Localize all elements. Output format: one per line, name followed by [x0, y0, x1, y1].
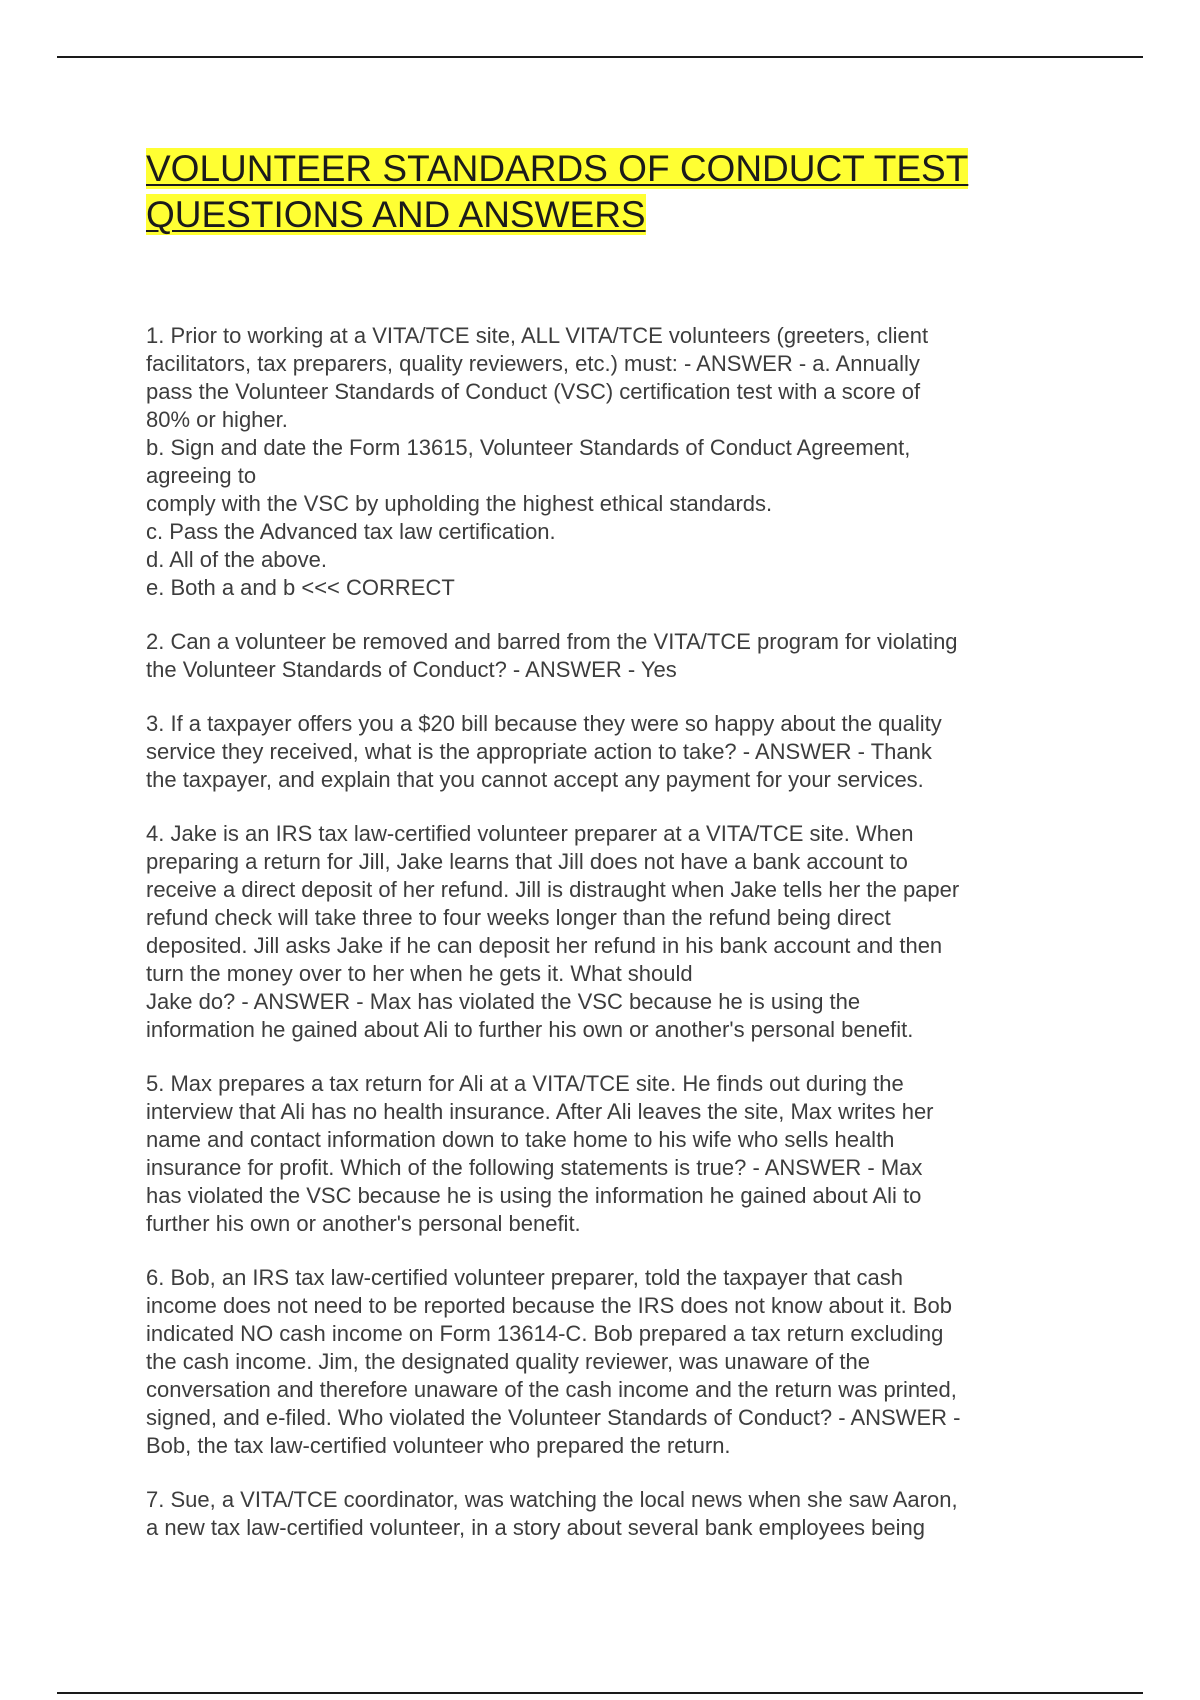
question-1-line: facilitators, tax preparers, quality reviewers, etc.) must: - ANSWER - a. Annually — [146, 351, 920, 376]
question-4-line: deposited. Jill asks Jake if he can deposit her refund in his bank account and then — [146, 933, 943, 958]
title-line-1: VOLUNTEER STANDARDS OF CONDUCT TEST — [146, 148, 969, 189]
question-4-line: 4. Jake is an IRS tax law-certified volunteer preparer at a VITA/TCE site. When — [146, 821, 914, 846]
question-6-line: 6. Bob, an IRS tax law-certified volunteer preparer, told the taxpayer that cash — [146, 1265, 903, 1290]
question-6-line: Bob, the tax law-certified volunteer who prepared the return. — [146, 1433, 731, 1458]
question-1-line: 1. Prior to working at a VITA/TCE site, ALL VITA/TCE volunteers (greeters, client — [146, 323, 929, 348]
question-1-line: e. Both a and b <<< CORRECT — [146, 575, 455, 600]
question-1-line: pass the Volunteer Standards of Conduct (VSC) certification test with a score of — [146, 379, 921, 404]
question-6-line: income does not need to be reported because the IRS does not know about it. Bob — [146, 1293, 952, 1318]
question-4-line: information he gained about Ali to further his own or another's personal benefit. — [146, 1017, 914, 1042]
question-5-line: interview that Ali has no health insurance. After Ali leaves the site, Max writes her — [146, 1099, 934, 1124]
document-title — [146, 146, 1076, 238]
question-7-line: a new tax law-certified volunteer, in a story about several bank employees being — [146, 1515, 925, 1540]
question-list — [146, 322, 1066, 1568]
question-6-line: indicated NO cash income on Form 13614-C. Bob prepared a tax return excluding — [146, 1321, 944, 1346]
question-1-line: b. Sign and date the Form 13615, Volunteer Standards of Conduct Agreement, — [146, 435, 911, 460]
question-3-line: the taxpayer, and explain that you cannot accept any payment for your services. — [146, 767, 924, 792]
question-1-line: c. Pass the Advanced tax law certification. — [146, 519, 556, 544]
question-5-line: name and contact information down to take home to his wife who sells health — [146, 1127, 895, 1152]
question-1-line: comply with the VSC by upholding the highest ethical standards. — [146, 491, 773, 516]
question-2 — [146, 628, 1066, 684]
question-1 — [146, 322, 1066, 602]
question-7 — [146, 1486, 1066, 1542]
question-2-line: 2. Can a volunteer be removed and barred from the VITA/TCE program for violating — [146, 629, 958, 654]
question-4-line: preparing a return for Jill, Jake learns that Jill does not have a bank account to — [146, 849, 908, 874]
question-1-line: 80% or higher. — [146, 407, 288, 432]
question-5-line: 5. Max prepares a tax return for Ali at a VITA/TCE site. He finds out during the — [146, 1071, 904, 1096]
question-6-line: signed, and e-filed. Who violated the Volunteer Standards of Conduct? - ANSWER - — [146, 1405, 961, 1430]
question-3-line: 3. If a taxpayer offers you a $20 bill because they were so happy about the quality — [146, 711, 942, 736]
title-line-2: QUESTIONS AND ANSWERS — [146, 194, 646, 235]
question-5-line: insurance for profit. Which of the following statements is true? - ANSWER - Max — [146, 1155, 923, 1180]
question-6-line: the cash income. Jim, the designated quality reviewer, was unaware of the — [146, 1349, 870, 1374]
question-7-line: 7. Sue, a VITA/TCE coordinator, was watching the local news when she saw Aaron, — [146, 1487, 958, 1512]
question-1-line: d. All of the above. — [146, 547, 328, 572]
question-4-line: Jake do? - ANSWER - Max has violated the VSC because he is using the — [146, 989, 861, 1014]
question-4-line: refund check will take three to four weeks longer than the refund being direct — [146, 905, 891, 930]
question-3 — [146, 710, 1066, 794]
bottom-rule — [57, 1692, 1143, 1694]
top-rule — [57, 56, 1143, 58]
question-2-line: the Volunteer Standards of Conduct? - ANSWER - Yes — [146, 657, 677, 682]
question-5-line: has violated the VSC because he is using the information he gained about Ali to — [146, 1183, 922, 1208]
question-6 — [146, 1264, 1066, 1460]
question-5 — [146, 1070, 1066, 1238]
question-1-line: agreeing to — [146, 463, 257, 488]
question-4-line: turn the money over to her when he gets it. What should — [146, 961, 693, 986]
question-4 — [146, 820, 1066, 1044]
question-6-line: conversation and therefore unaware of the cash income and the return was printed, — [146, 1377, 957, 1402]
question-4-line: receive a direct deposit of her refund. Jill is distraught when Jake tells her the paper — [146, 877, 960, 902]
question-5-line: further his own or another's personal benefit. — [146, 1211, 581, 1236]
question-3-line: service they received, what is the appropriate action to take? - ANSWER - Thank — [146, 739, 932, 764]
